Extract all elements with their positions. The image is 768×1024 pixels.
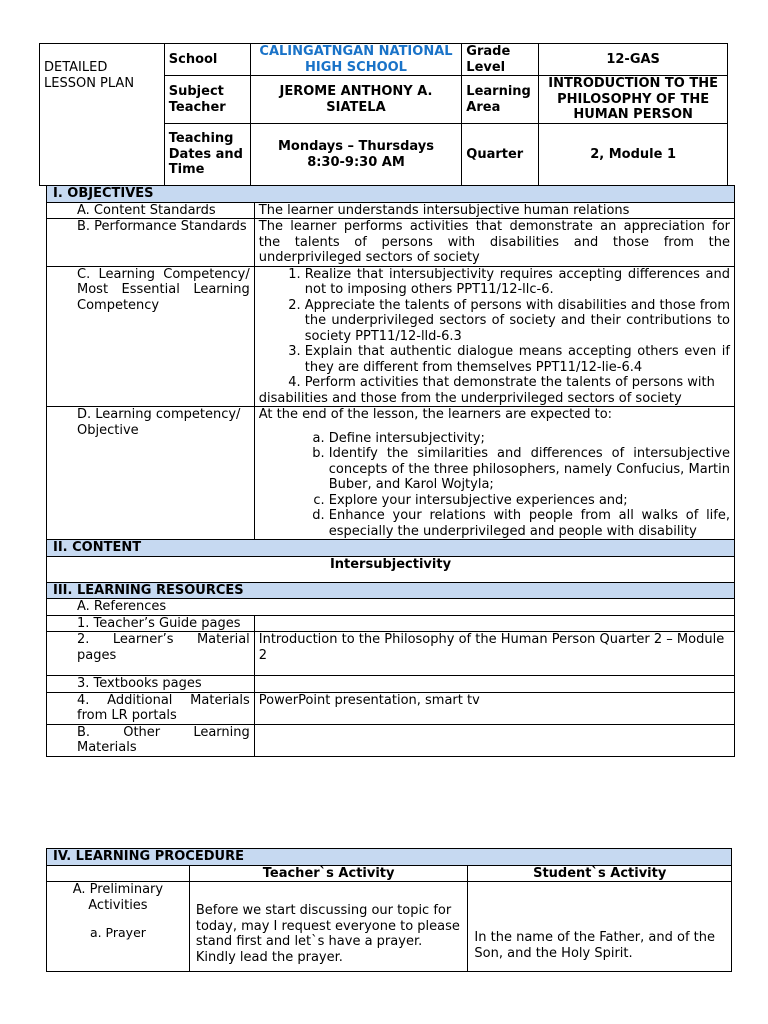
grade-label: Grade Level xyxy=(462,44,539,76)
content-standards: The learner understands intersubjective human relations xyxy=(254,202,734,219)
resource-label: 1. Teacher’s Guide pages xyxy=(47,615,255,632)
resources-heading: III. LEARNING RESOURCES xyxy=(47,582,735,599)
procedure-heading: IV. LEARNING PROCEDURE xyxy=(47,849,732,866)
list-item: d. Enhance your relations with people from all walks of life, especially the underprivileged and people with disability xyxy=(329,508,730,539)
competency-tail: disabilities and those from the underprivileged sectors of society xyxy=(258,390,682,406)
resource-label: 4. Additional Materials from LR portals xyxy=(47,692,255,724)
lesson-table xyxy=(46,185,735,757)
teacher-activity-header: Teacher`s Activity xyxy=(189,865,468,882)
preliminary-cell xyxy=(47,882,190,972)
resource-label: 2. Learner’s Material pages xyxy=(47,632,255,676)
objective-label: D. Learning competency/ Objective xyxy=(47,407,255,540)
content-heading: II. CONTENT xyxy=(47,540,735,557)
prayer-label: a. Prayer xyxy=(89,925,146,940)
other-materials-value xyxy=(254,724,734,756)
student-activity: In the name of the Father, and of the Son, and the Holy Spirit. xyxy=(468,882,732,972)
area-value: INTRODUCTION TO THE PHILOSOPHY OF THE HUMAN PERSON xyxy=(539,76,728,124)
objective-list xyxy=(254,407,734,540)
quarter-value: 2, Module 1 xyxy=(539,124,728,186)
list-item: 3. Explain that authentic dialogue means accepting others even if they are different from themselves PPT11/12-lie-6.4 xyxy=(305,344,730,375)
list-item: 4. Perform activities that demonstrate the talents of persons with xyxy=(305,375,730,391)
list-item: b. Identify the similarities and differences of intersubjective concepts of the three philosophers, namely Confucius, Martin Buber, and Karol Wojtyla; xyxy=(329,446,730,493)
school-name: CALINGATNGAN NATIONAL HIGH SCHOOL xyxy=(250,44,462,76)
quarter-label: Quarter xyxy=(462,124,539,186)
competency-label: C. Learning Competency/ Most Essential Learning Competency xyxy=(47,266,255,407)
list-item: a. Define intersubjectivity; xyxy=(329,431,730,447)
student-activity-header: Student`s Activity xyxy=(468,865,732,882)
content-topic: Intersubjectivity xyxy=(47,556,735,582)
list-item: 2. Appreciate the talents of persons with disabilities and those from the underprivileged sectors of society and their contributions to society PPT11/12-lld-6.3 xyxy=(305,298,730,345)
header-table xyxy=(39,43,728,186)
list-item: c. Explore your intersubjective experiences and; xyxy=(329,493,730,509)
grade-value: 12-GAS xyxy=(539,44,728,76)
teacher-activity: Before we start discussing our topic for today, may I request everyone to please stand first and let`s have a prayer. Kindly lead the prayer. xyxy=(189,882,468,972)
dates-value: Mondays – Thursdays 8:30-9:30 AM xyxy=(250,124,462,186)
procedure-table xyxy=(46,848,732,972)
resource-value: Introduction to the Philosophy of the Human Person Quarter 2 – Module 2 xyxy=(254,632,734,676)
preliminary-label: A. Preliminary Activities xyxy=(72,882,164,913)
teacher-name: JEROME ANTHONY A. SIATELA xyxy=(250,76,462,124)
resource-label: 3. Textbooks pages xyxy=(47,676,255,693)
area-label: Learning Area xyxy=(462,76,539,124)
content-standards-label: A. Content Standards xyxy=(47,202,255,219)
objectives-heading: I. OBJECTIVES xyxy=(47,186,735,203)
school-label: School xyxy=(164,44,250,76)
performance-label: B. Performance Standards xyxy=(47,219,255,267)
references-label: A. References xyxy=(47,599,735,616)
performance-standards: The learner performs activities that demonstrate an appreciation for the talents of persons with disabilities and those from the underprivileged sectors of society xyxy=(254,219,734,267)
doc-type: DETAILED LESSON PLAN xyxy=(40,44,165,186)
competency-list xyxy=(254,266,734,407)
objective-intro: At the end of the lesson, the learners are expected to: xyxy=(258,407,613,422)
resource-value xyxy=(254,676,734,693)
resource-value: PowerPoint presentation, smart tv xyxy=(254,692,734,724)
teacher-label: Subject Teacher xyxy=(164,76,250,124)
other-materials-label: B. Other Learning Materials xyxy=(47,724,255,756)
resource-value xyxy=(254,615,734,632)
list-item: 1. Realize that intersubjectivity requires accepting differences and not to imposing others PPT11/12-llc-6. xyxy=(305,267,730,298)
dates-label: Teaching Dates and Time xyxy=(164,124,250,186)
